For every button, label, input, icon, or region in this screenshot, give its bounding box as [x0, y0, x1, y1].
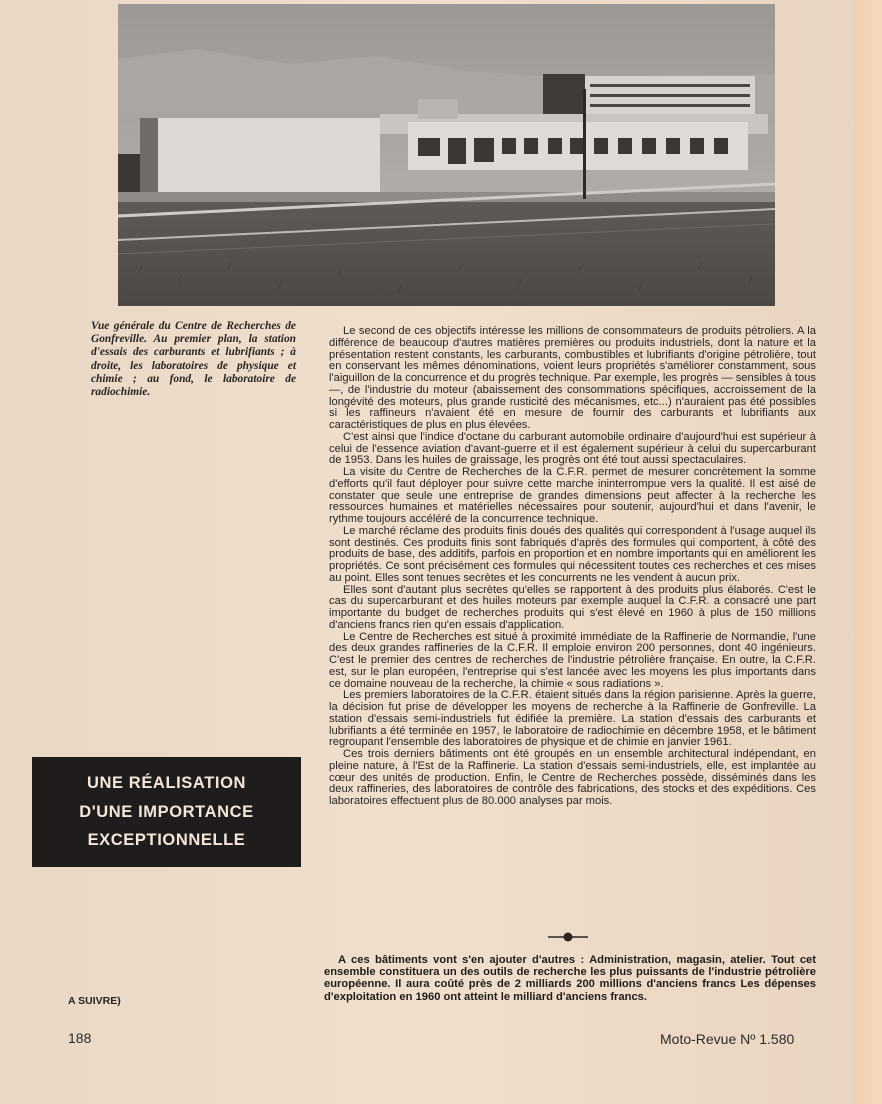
page-edge — [854, 0, 882, 1104]
article-body — [329, 326, 816, 808]
photo-caption: Vue générale du Centre de Recherches de Gonfreville. Au premier plan, la station d'essais des carburants et lubrifiants ; à droite, les laboratoires de physique et chimie ; au fond, le laboratoire de radiochimie. — [91, 320, 296, 399]
to-be-continued: A SUIVRE) — [68, 995, 121, 1007]
article-conclusion — [324, 954, 816, 1003]
magazine-issue: Moto-Revue Nº 1.580 — [660, 1031, 795, 1047]
paragraph: Le Centre de Recherches est situé à proximité immédiate de la Raffinerie de Normandie, l'une des deux grandes raffineries de la C.F.R. Il emploie environ 200 personnes, dont 40 ingénieurs. C'est le premier des centres de recherches de l'industrie pétrolière française. En outre, la C.F.R. est, sur le plan européen, l'entreprise qui s'est lancée avec les moyens les plus importants dans ce domaine nouveau de la recherche, la chimie « sous radiations ». — [329, 630, 816, 690]
page-number: 188 — [68, 1030, 92, 1046]
research-center-photo — [118, 4, 775, 306]
section-ornament — [548, 930, 588, 944]
paragraph: Ces trois derniers bâtiments ont été groupés en un ensemble architectural indépendant, en pleine nature, à l'Est de la Raffinerie. La station d'essais semi-industriels, elle, est implantée au cœur des unités de production. Enfin, le Centre de Recherches possède, disséminés dans les deux raffineries, des laboratoires de contrôle des fabrications, des stocks et des expéditions. Ces laboratoires effectuent plus de 80.000 analyses par mois. — [329, 748, 816, 807]
headline-line: EXCEPTIONNELLE — [87, 831, 246, 849]
paragraph: C'est ainsi que l'indice d'octane du carburant automobile ordinaire d'aujourd'hui est supérieur à celui de l'essence aviation d'avant-guerre et il est également supérieur à celui du supercarburant de 1953. Dans les huiles de graissage, les progrès ont été tout aussi spectaculaires. — [329, 430, 816, 467]
paragraph: Elles sont d'autant plus secrètes qu'elles se rapportent à des produits plus élaborés. C'est le cas du supercarburant et des huiles moteurs par exemple auquel la C.F.R. a consacré une part importante du budget de recherches produits qui s'est élevé en 1960 à plus de 150 millions d'anciens francs rien qu'en essais d'application. — [329, 583, 816, 631]
paragraph: Les premiers laboratoires de la C.F.R. étaient situés dans la région parisienne. Après la guerre, la décision fut prise de développer les moyens de recherche à la Raffinerie de Gonfreville. La station d'essais semi-industriels fut édifiée la première. La station d'essais des carburants et lubrifiants a été terminée en 1957, le laboratoire de radiochimie en décembre 1958, et le bâtiment regroupant l'ensemble des laboratoires de physique et de chimie en janvier 1961. — [329, 689, 816, 749]
paragraph: Le marché réclame des produits finis doués des qualités qui correspondent à l'usage auquel ils sont destinés. Ces produits finis sont fabriqués d'après des formules qui comportent, à côté des produits de base, des additifs, parfois en proportion et en nombre importants qui en améliorent les propriétés. Ce sont précisément ces formules qui nécessitent toutes ces recherches et ces mises au point. Elles sont tenues secrètes et les concurrents ne les vendent à aucun prix. — [329, 524, 816, 584]
headline-line: D'UNE IMPORTANCE — [79, 802, 254, 821]
paragraph: Le second de ces objectifs intéresse les millions de consommateurs de produits pétroliers. A la différence de beaucoup d'autres matières premières ou produits industriels, dont la nature et la présentation restent constants, les carburants, combustibles et lubrifiants d'origine pétrolière, tout en conservant les mêmes dénominations, voient leurs propriétés s'améliorer constamment, sous l'aiguillon de la concurrence et du progrès technique. Par exemple, les progrès — sensibles à tous —, de l'industrie du moteur (abaissement des consommations spécifiques, accroissement de la longévité des moteurs, plus grande rusticité des mécanismes, etc...) n'auraient pas été possibles si les raffineurs n'avaient été en mesure de fournir des carburants et lubrifiants aux caractéristiques de plus en plus élevées. — [329, 325, 816, 431]
headline-line: UNE RÉALISATION — [86, 774, 247, 792]
headline-box — [32, 757, 301, 867]
conclusion-paragraph: A ces bâtiments vont s'en ajouter d'autres : Administration, magasin, atelier. Tout cet ensemble constituera un des outils de recherche les plus puissants de l'industrie pétrolière européenne. Il aura coûté près de 2 milliards 200 millions d'anciens francs Les dépenses d'exploitation en 1960 ont atteint le milliard d'anciens francs. — [324, 954, 816, 1003]
paragraph: La visite du Centre de Recherches de la C.F.R. permet de mesurer concrètement la somme d'efforts qu'il faut déployer pour suivre cette marche ininterrompue vers la qualité. Il est aisé de constater que seule une entreprise de grandes dimensions peut affecter à la recherche les ressources humaines et matérielles nécessaires pour soutenir, aujourd'hui et dans l'avenir, le rythme toujours accéléré de la concurrence technique. — [329, 466, 816, 525]
